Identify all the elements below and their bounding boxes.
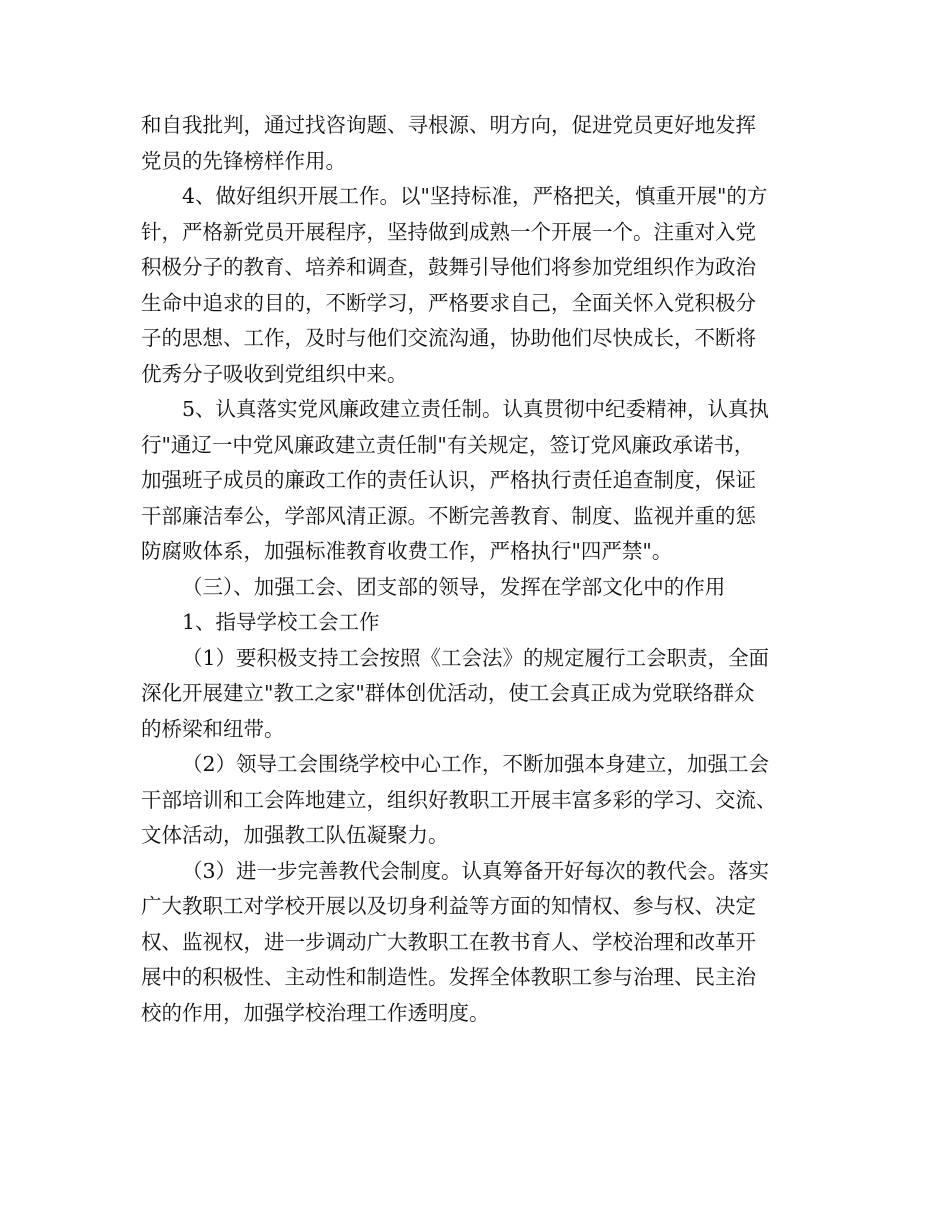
text-line: （2）领导工会围绕学校中心工作，不断加强本身建立，加强工会 [182,752,770,776]
text-line: 和自我批判，通过找咨询题、寻根源、明方向，促进党员更好地发挥 [141,113,756,137]
section-heading: （三）、加强工会、团支部的领导，发挥在学部文化中的作用 [182,574,726,599]
text-line: 行"通辽一中党风廉政建立责任制"有关规定，签订党风廉政承诺书， [141,432,755,457]
text-line: 的桥梁和纽带。 [141,716,285,741]
text-line: 展中的积极性、主动性和制造性。发挥全体教职工参与治理、民主治 [141,965,756,989]
text-line: 积极分子的教育、培养和调查，鼓舞引导他们将参加党组织作为政治 [141,255,756,279]
subsection-heading: 1、指导学校工会工作 [182,610,380,634]
text-line: 文体活动，加强教工队伍凝聚力。 [141,823,449,847]
text-line: 干部廉洁奉公，学部风清正源。不断完善教育、制度、监视并重的惩 [141,503,756,528]
text-line: 深化开展建立"教工之家"群体创优活动，使工会真正成为党联络群众 [141,681,755,705]
text-line: 5、认真落实党风廉政建立责任制。认真贯彻中纪委精神，认真执 [182,397,770,421]
text-line: 子的思想、工作，及时与他们交流沟通，协助他们尽快成长，不断将 [141,326,756,350]
text-line: 生命中追求的目的，不断学习，严格要求自己，全面关怀入党积极分 [141,290,756,315]
text-line: 4、做好组织开展工作。以"坚持标准，严格把关，慎重开展"的方 [182,184,768,208]
text-line: （3）进一步完善教代会制度。认真筹备开好每次的教代会。落实 [182,858,770,883]
text-line: （1）要积极支持工会按照《工会法》的规定履行工会职责，全面 [182,645,770,670]
text-line: 党员的先锋榜样作用。 [141,148,346,173]
text-line: 广大教职工对学校开展以及切身利益等方面的知情权、参与权、决定 [141,894,756,918]
text-line: 防腐败体系，加强标准教育收费工作，严格执行"四严禁"。 [141,539,673,563]
text-line: 优秀分子吸收到党组织中来。 [141,361,408,386]
text-line: 校的作用，加强学校治理工作透明度。 [141,1000,490,1025]
text-line: 针，严格新党员开展程序，坚持做到成熟一个开展一个。注重对入党 [141,219,756,244]
text-line: 权、监视权，进一步调动广大教职工在教书育人、学校治理和改革开 [141,929,756,954]
text-line: 加强班子成员的廉政工作的责任认识，严格执行责任追查制度，保证 [141,468,756,492]
text-line: 干部培训和工会阵地建立，组织好教职工开展丰富多彩的学习、交流、 [141,787,777,812]
document-body [141,108,841,1031]
